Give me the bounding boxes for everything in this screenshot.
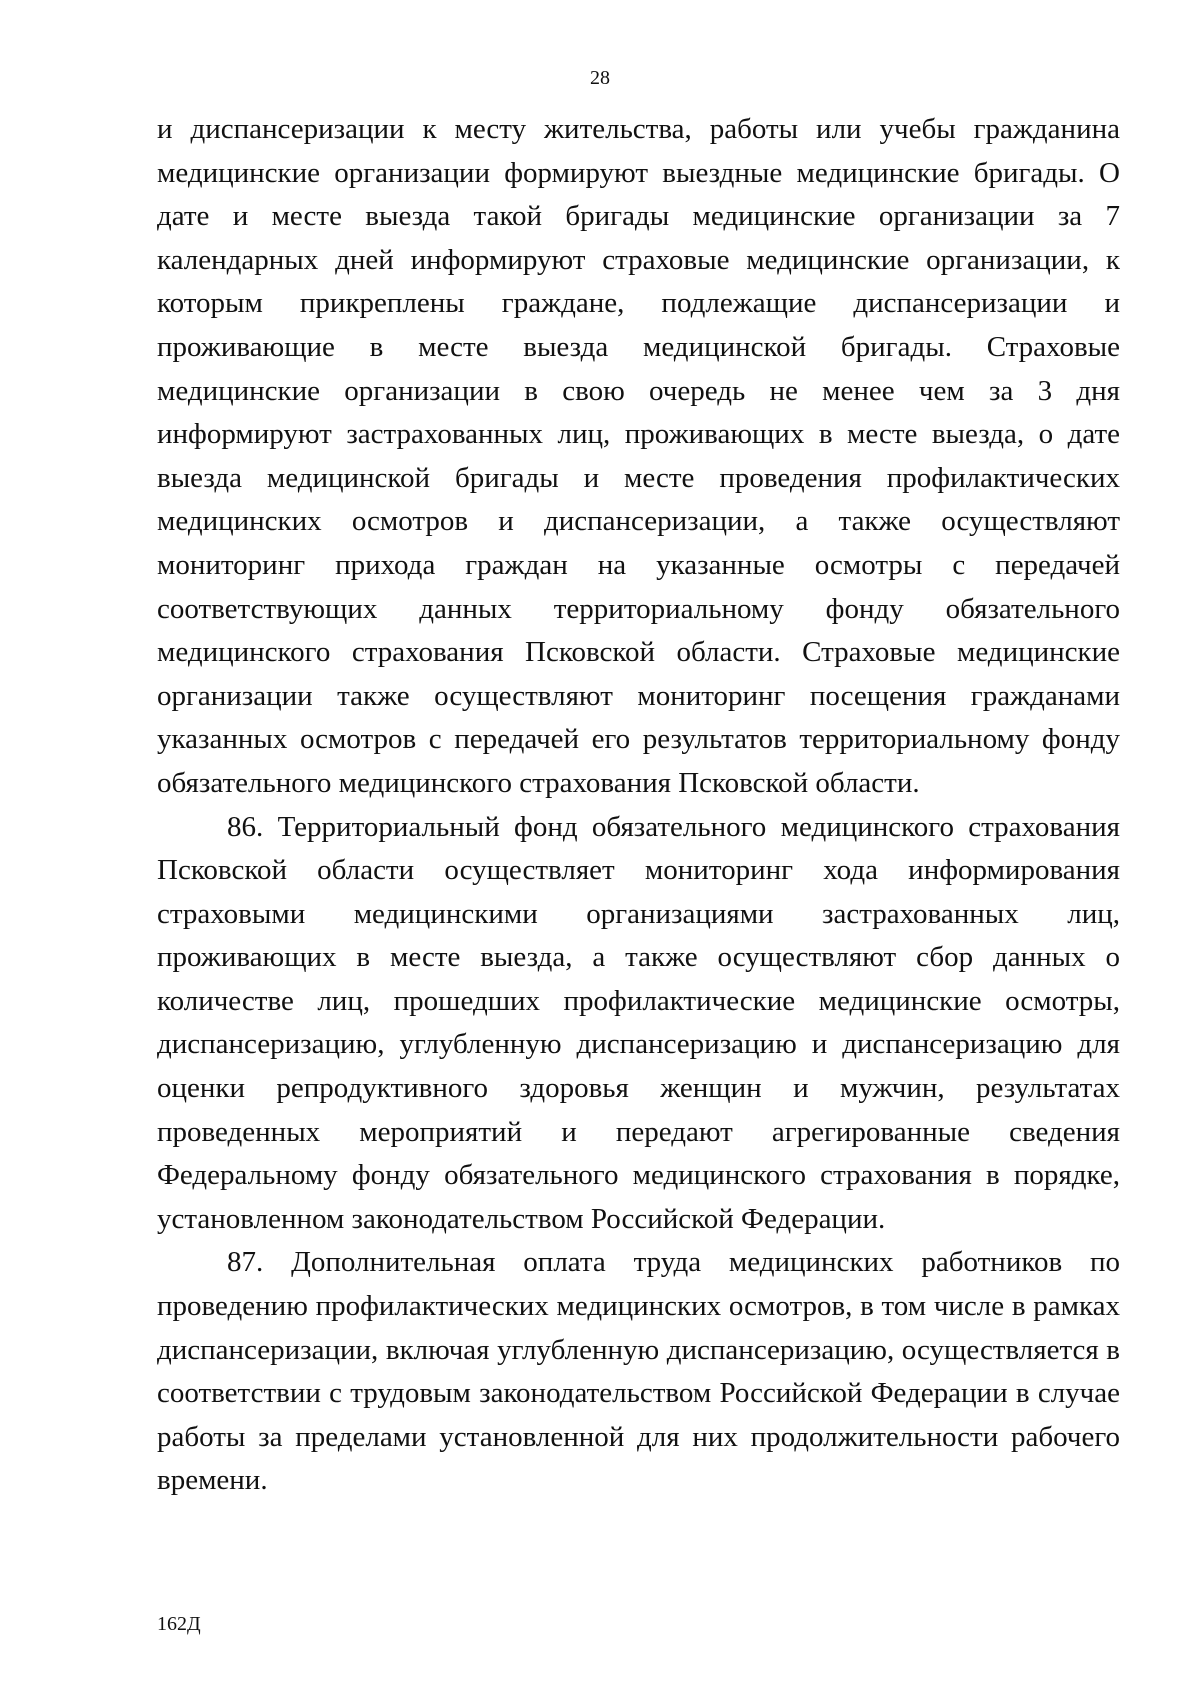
document-body xyxy=(157,108,1120,1503)
footer-code: 162Д xyxy=(157,1613,201,1635)
paragraph-87: 87. Дополнительная оплата труда медицинских работников по проведению профилактических медицинских осмотров, в том числе в рамках диспансеризации, включая углубленную диспансеризацию, осуществляется в соответствии с трудовым законодательством Российской Федерации в случае работы за пределами установленной для них продолжительности рабочего времени. xyxy=(157,1246,1120,1497)
paragraph-86: 86. Территориальный фонд обязательного медицинского страхования Псковской области осуществляет мониторинг хода информирования страховыми медицинскими организациями застрахованных лиц, проживающих в месте выезда, а также осуществляют сбор данных о количестве лиц, прошедших профилактические медицинские осмотры, диспансеризацию, углубленную диспансеризацию и диспансеризацию для оценки репродуктивного здоровья женщин и мужчин, результатах проведенных мероприятий и передают агрегированные сведения Федеральному фонду обязательного медицинского страхования в порядке, установленном законодательством Российской Федерации. xyxy=(157,810,1120,1235)
paragraph-continuation: и диспансеризации к месту жительства, работы или учебы гражданина медицинские организации формируют выездные медицинские бригады. О дате и месте выезда такой бригады медицинские организации за 7 календарных дней информируют страховые медицинские организации, к которым прикреплены граждане, подлежащие диспансеризации и проживающие в месте выезда медицинской бригады. Страховые медицинские организации в свою очередь не менее чем за 3 дня информируют застрахованных лиц, проживающих в месте выезда, о дате выезда медицинской бригады и месте проведения профилактических медицинских осмотров и диспансеризации, а также осуществляют мониторинг прихода граждан на указанные осмотры с передачей соответствующих данных территориальному фонду обязательного медицинского страхования Псковской области. Страховые медицинские организации также осуществляют мониторинг посещения гражданами указанных осмотров с передачей его результатов территориальному фонду обязательного медицинского страхования Псковской области. xyxy=(157,113,1120,799)
page-number: 28 xyxy=(590,67,610,89)
